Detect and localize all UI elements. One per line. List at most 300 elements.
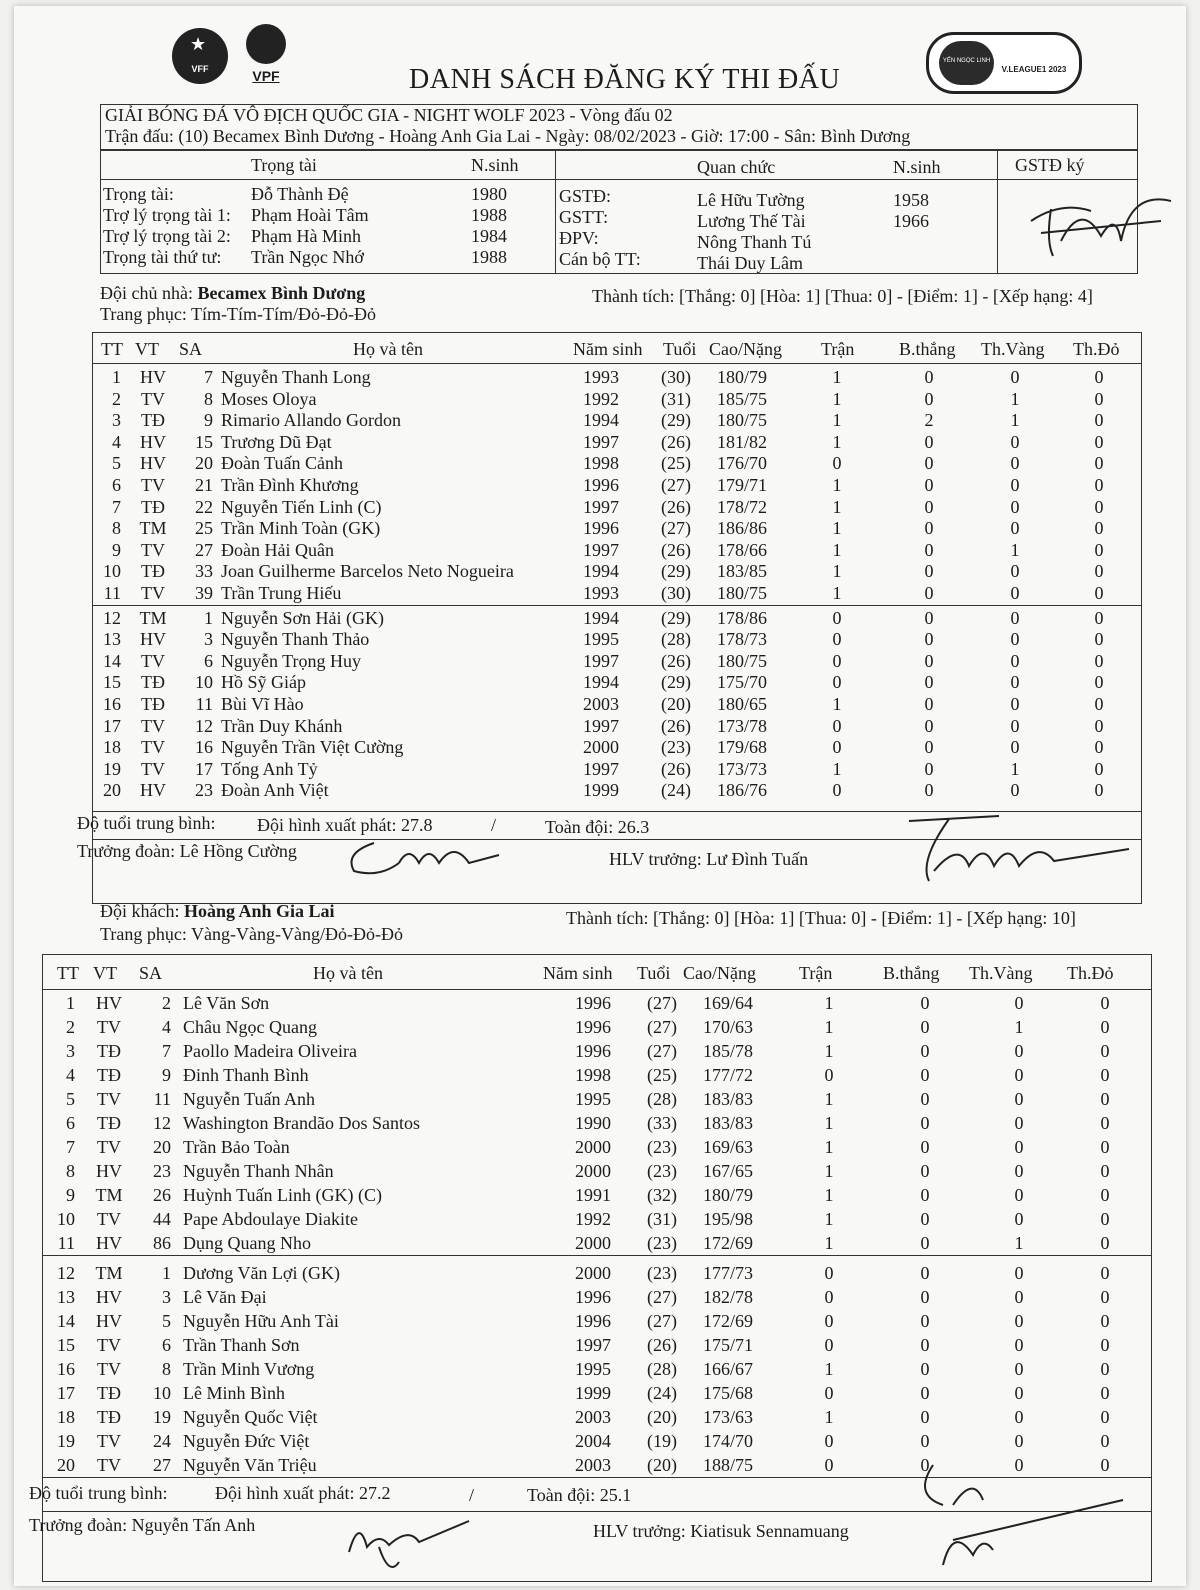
player-row: [93, 475, 1141, 497]
player-goals: 0: [920, 1335, 930, 1355]
home-manager-signature: [339, 833, 519, 883]
player-hw: 177/73: [703, 1263, 754, 1283]
player-row: [43, 1287, 1151, 1309]
player-row: [93, 410, 1141, 432]
player-name: Nguyễn Tuấn Anh: [183, 1089, 316, 1109]
player-goals: 0: [924, 518, 934, 539]
player-name: Bùi Vĩ Hào: [221, 694, 304, 714]
player-red: 0: [1094, 737, 1104, 758]
player-row: [43, 1113, 1151, 1135]
player-vt: HV: [140, 453, 166, 474]
player-red: 0: [1094, 431, 1104, 452]
player-tt: 5: [66, 1089, 75, 1109]
player-year: 2000: [575, 1263, 611, 1283]
player-year: 1997: [583, 758, 619, 779]
player-hw: 177/72: [703, 1065, 754, 1085]
player-name: Trương Dũ Đạt: [221, 431, 332, 452]
player-tt: 15: [57, 1335, 75, 1355]
player-hw: 178/73: [717, 629, 768, 650]
player-name: Trần Minh Vương: [183, 1359, 315, 1379]
player-goals: 0: [924, 607, 934, 628]
player-vt: TM: [95, 1263, 123, 1283]
player-age: (31): [661, 388, 691, 409]
player-hw: 169/64: [703, 993, 754, 1013]
player-age: (19): [647, 1431, 677, 1451]
player-sa: 10: [195, 672, 213, 693]
referee-year: 1980: [471, 184, 507, 204]
player-yellow: 0: [1010, 367, 1020, 387]
player-year: 1996: [575, 1287, 611, 1307]
player-yellow: 0: [1014, 1359, 1024, 1379]
player-row: [43, 1335, 1151, 1357]
player-age: (26): [647, 1335, 677, 1355]
player-year: 2003: [575, 1455, 611, 1475]
player-vt: TV: [141, 737, 165, 758]
col-hw: Cao/Nặng: [709, 339, 782, 359]
player-name: Nguyễn Quốc Việt: [183, 1407, 318, 1427]
player-matches: 0: [824, 1311, 834, 1331]
player-age: (29): [661, 672, 691, 693]
vff-logo-text: VFF: [191, 64, 209, 74]
player-matches: 1: [832, 496, 842, 517]
player-yellow: 0: [1010, 715, 1020, 736]
player-row: [43, 1209, 1151, 1231]
vpf-ball-logo: [246, 24, 286, 64]
player-hw: 180/79: [703, 1185, 754, 1205]
player-red: 0: [1100, 1407, 1110, 1427]
player-name: Đoàn Hải Quân: [221, 539, 334, 560]
player-red: 0: [1094, 496, 1104, 517]
player-row: [93, 759, 1141, 781]
col-red: Th.Đỏ: [1067, 963, 1114, 983]
player-sa: 3: [162, 1287, 171, 1307]
player-yellow: 1: [1010, 539, 1020, 560]
player-vt: TV: [97, 1137, 121, 1157]
away-coach-signature: [913, 1455, 1133, 1575]
player-matches: 0: [832, 650, 842, 671]
referee-name: Phạm Hoài Tâm: [251, 205, 369, 225]
player-sa: 22: [195, 496, 213, 517]
player-age: (26): [661, 758, 691, 779]
player-goals: 0: [920, 1311, 930, 1331]
official-role: ĐPV:: [559, 228, 599, 248]
player-yellow: 0: [1010, 694, 1020, 714]
player-goals: 0: [920, 1113, 930, 1133]
player-yellow: 0: [1010, 583, 1020, 603]
home-team-name: Becamex Bình Dương: [197, 283, 366, 303]
player-hw: 167/65: [703, 1161, 754, 1181]
player-yellow: 0: [1010, 650, 1020, 671]
player-vt: TV: [97, 1335, 121, 1355]
player-year: 1991: [575, 1185, 611, 1205]
player-year: 1999: [575, 1383, 611, 1403]
player-name: Trần Minh Toàn (GK): [221, 518, 381, 539]
player-yellow: 0: [1010, 453, 1020, 474]
player-goals: 0: [924, 453, 934, 474]
player-goals: 0: [920, 1287, 930, 1307]
col-name: Họ và tên: [353, 339, 423, 359]
player-row: [93, 453, 1141, 475]
registration-sheet: [14, 6, 1186, 1586]
away-manager: Trưởng đoàn: Nguyễn Tấn Anh: [29, 1515, 256, 1535]
player-tt: 2: [112, 388, 121, 409]
player-row: [43, 1263, 1151, 1285]
player-red: 0: [1100, 993, 1110, 1013]
player-yellow: 0: [1010, 672, 1020, 693]
player-row: [93, 629, 1141, 651]
ref-nsinh-header: N.sinh: [471, 155, 519, 175]
player-yellow: 0: [1014, 1431, 1024, 1451]
player-row: [43, 1041, 1151, 1063]
away-avg-starting: Đội hình xuất phát: 27.2: [215, 1483, 391, 1503]
col-vt: VT: [93, 963, 117, 983]
vleague-logo: [926, 32, 1082, 94]
player-name: Paollo Madeira Oliveira: [183, 1041, 357, 1061]
player-row: [43, 993, 1151, 1015]
player-hw: 175/71: [703, 1335, 754, 1355]
player-sa: 24: [153, 1431, 171, 1451]
player-matches: 0: [832, 715, 842, 736]
player-name: Lê Văn Đại: [183, 1287, 267, 1307]
player-tt: 8: [112, 518, 121, 539]
player-row: [43, 1017, 1151, 1039]
player-vt: TĐ: [141, 410, 165, 431]
player-hw: 179/71: [717, 475, 768, 495]
player-year: 2003: [575, 1407, 611, 1427]
player-year: 2000: [575, 1233, 611, 1253]
player-red: 0: [1100, 1383, 1110, 1403]
player-tt: 14: [103, 650, 121, 671]
player-sa: 23: [153, 1161, 171, 1181]
match-details-line: Trận đấu: (10) Becamex Bình Dương - Hoàng Anh Gia Lai - Ngày: 08/02/2023 - Giờ: 17:00 - Sân: Bình Dương: [105, 126, 911, 146]
player-hw: 180/75: [717, 410, 768, 431]
gstd-signature: [1021, 181, 1191, 266]
player-matches: 1: [824, 1041, 834, 1061]
player-matches: 1: [824, 1359, 834, 1379]
player-row: [93, 561, 1141, 583]
player-hw: 195/98: [703, 1209, 754, 1229]
player-red: 0: [1100, 1041, 1110, 1061]
player-row: [43, 1137, 1151, 1159]
player-year: 1994: [583, 607, 619, 628]
player-vt: TM: [139, 518, 167, 539]
player-hw: 173/78: [717, 715, 768, 736]
player-hw: 185/78: [703, 1041, 754, 1061]
player-vt: TV: [141, 650, 165, 671]
player-vt: TV: [97, 1017, 121, 1037]
away-team-name: Hoàng Anh Gia Lai: [183, 901, 335, 921]
player-age: (27): [647, 1017, 677, 1037]
col-vt: VT: [135, 339, 159, 359]
player-row: [43, 1359, 1151, 1381]
referee-year: 1988: [471, 247, 507, 267]
player-matches: 1: [824, 1137, 834, 1157]
player-goals: 0: [920, 1017, 930, 1037]
player-sa: 5: [162, 1311, 171, 1331]
player-year: 1998: [583, 453, 619, 474]
player-yellow: 0: [1010, 431, 1020, 452]
player-matches: 1: [832, 367, 842, 387]
player-age: (29): [661, 561, 691, 582]
player-vt: TV: [141, 388, 165, 409]
player-sa: 17: [195, 758, 213, 779]
player-year: 1994: [583, 410, 619, 431]
player-goals: 0: [920, 1383, 930, 1403]
player-tt: 5: [112, 453, 121, 474]
player-year: 2000: [575, 1161, 611, 1181]
player-vt: HV: [140, 780, 166, 801]
referee-header: Trọng tài: [251, 155, 317, 175]
player-name: Trần Trung Hiếu: [221, 583, 342, 603]
player-matches: 1: [824, 1161, 834, 1181]
player-row: [93, 497, 1141, 519]
player-yellow: 0: [1014, 993, 1024, 1013]
player-sa: 19: [153, 1407, 171, 1427]
player-name: Pape Abdoulaye Diakite: [183, 1209, 358, 1229]
player-red: 0: [1100, 1161, 1110, 1181]
player-matches: 1: [824, 1407, 834, 1427]
player-tt: 12: [57, 1263, 75, 1283]
player-hw: 182/78: [703, 1287, 754, 1307]
player-vt: TĐ: [141, 561, 165, 582]
player-goals: 0: [924, 431, 934, 452]
player-year: 1998: [575, 1065, 611, 1085]
player-yellow: 0: [1014, 1137, 1024, 1157]
player-yellow: 0: [1010, 780, 1020, 801]
player-matches: 1: [824, 1209, 834, 1229]
player-name: Châu Ngọc Quang: [183, 1017, 317, 1037]
player-goals: 0: [920, 1359, 930, 1379]
player-yellow: 0: [1014, 1311, 1024, 1331]
player-hw: 175/68: [703, 1383, 754, 1403]
player-sa: 9: [162, 1065, 171, 1085]
player-year: 1996: [575, 1041, 611, 1061]
player-red: 0: [1100, 1455, 1110, 1475]
player-sa: 26: [153, 1185, 171, 1205]
player-red: 0: [1100, 1233, 1110, 1253]
away-avg-team: Toàn đội: 25.1: [527, 1485, 632, 1505]
player-red: 0: [1094, 629, 1104, 650]
player-matches: 0: [824, 1263, 834, 1283]
player-row: [43, 1383, 1151, 1405]
player-matches: 1: [832, 518, 842, 539]
player-year: 1992: [583, 388, 619, 409]
player-yellow: 0: [1010, 607, 1020, 628]
player-vt: TĐ: [97, 1113, 121, 1133]
player-tt: 13: [57, 1287, 75, 1307]
player-tt: 11: [103, 583, 121, 603]
away-avg-slash: /: [469, 1485, 475, 1505]
official-year: 1958: [893, 190, 929, 210]
player-tt: 1: [112, 367, 121, 387]
player-year: 1996: [575, 1017, 611, 1037]
player-matches: 1: [832, 475, 842, 495]
away-team-line: [100, 901, 335, 922]
player-sa: 3: [204, 629, 213, 650]
player-sa: 8: [204, 388, 213, 409]
player-tt: 3: [112, 410, 121, 431]
player-hw: 172/69: [703, 1311, 754, 1331]
player-matches: 0: [824, 1431, 834, 1451]
player-red: 0: [1094, 475, 1104, 495]
col-matches: Trận: [799, 963, 833, 983]
player-hw: 178/72: [717, 496, 768, 517]
player-red: 0: [1094, 410, 1104, 431]
player-red: 0: [1094, 694, 1104, 714]
player-vt: TĐ: [97, 1407, 121, 1427]
player-hw: 188/75: [703, 1455, 754, 1475]
player-hw: 169/63: [703, 1137, 754, 1157]
home-record: Thành tích: [Thắng: 0] [Hòa: 1] [Thua: 0] - [Điểm: 1] - [Xếp hạng: 4]: [592, 286, 1093, 306]
player-yellow: 0: [1010, 475, 1020, 495]
player-tt: 20: [103, 780, 121, 801]
player-name: Moses Oloya: [221, 388, 317, 409]
player-row: [93, 518, 1141, 540]
player-sa: 25: [195, 518, 213, 539]
player-year: 1997: [583, 715, 619, 736]
player-hw: 170/63: [703, 1017, 754, 1037]
player-year: 1997: [583, 539, 619, 560]
player-row: [43, 1185, 1151, 1207]
player-goals: 0: [920, 1161, 930, 1181]
player-yellow: 0: [1014, 1263, 1024, 1283]
player-sa: 33: [195, 561, 213, 582]
away-coach: HLV trưởng: Kiatisuk Sennamuang: [593, 1521, 849, 1541]
player-vt: TĐ: [97, 1383, 121, 1403]
player-age: (29): [661, 607, 691, 628]
official-role: GSTT:: [559, 207, 609, 227]
col-matches: Trận: [821, 339, 855, 359]
player-matches: 1: [832, 539, 842, 560]
player-matches: 1: [824, 993, 834, 1013]
player-red: 0: [1094, 607, 1104, 628]
player-yellow: 0: [1014, 1065, 1024, 1085]
player-tt: 1: [66, 993, 75, 1013]
player-matches: 1: [824, 1233, 834, 1253]
player-age: (25): [661, 453, 691, 474]
player-tt: 14: [57, 1311, 75, 1331]
player-age: (31): [647, 1209, 677, 1229]
player-sa: 20: [153, 1137, 171, 1157]
col-sa: SA: [179, 339, 203, 359]
player-name: Rimario Allando Gordon: [221, 410, 401, 431]
player-name: Tống Anh Tỷ: [221, 758, 318, 779]
player-age: (24): [647, 1383, 677, 1403]
player-sa: 44: [153, 1209, 171, 1229]
player-year: 1993: [583, 583, 619, 603]
player-matches: 0: [832, 737, 842, 758]
referee-year: 1988: [471, 205, 507, 225]
player-sa: 1: [162, 1263, 171, 1283]
officials-box: [100, 150, 1138, 274]
player-tt: 7: [112, 496, 121, 517]
player-goals: 0: [920, 1065, 930, 1085]
player-age: (27): [647, 1041, 677, 1061]
col-age: Tuổi: [663, 339, 697, 359]
player-goals: 0: [924, 715, 934, 736]
player-row: [93, 583, 1141, 605]
player-goals: 0: [924, 496, 934, 517]
player-tt: 19: [57, 1431, 75, 1451]
col-hw: Cao/Nặng: [683, 963, 756, 983]
player-goals: 0: [924, 388, 934, 409]
player-goals: 0: [924, 629, 934, 650]
player-red: 0: [1100, 1137, 1110, 1157]
player-goals: 0: [924, 475, 934, 495]
referee-role: Trợ lý trọng tài 1:: [103, 205, 231, 225]
player-hw: 176/70: [717, 453, 768, 474]
away-team-prefix: Đội khách:: [100, 901, 180, 921]
player-yellow: 0: [1014, 1209, 1024, 1229]
player-yellow: 1: [1010, 410, 1020, 431]
player-yellow: 0: [1014, 1113, 1024, 1133]
player-year: 1995: [575, 1359, 611, 1379]
player-hw: 166/67: [703, 1359, 754, 1379]
player-tt: 16: [103, 694, 121, 714]
player-name: Dương Văn Lợi (GK): [183, 1263, 340, 1283]
referee-role: Trợ lý trọng tài 2:: [103, 226, 231, 246]
player-tt: 19: [103, 758, 121, 779]
player-row: [43, 1311, 1151, 1333]
player-name: Nguyễn Trọng Huy: [221, 650, 362, 671]
player-age: (26): [661, 431, 691, 452]
player-vt: TV: [97, 1455, 121, 1475]
player-goals: 0: [924, 561, 934, 582]
player-goals: 0: [924, 367, 934, 387]
player-hw: 183/83: [703, 1089, 754, 1109]
player-red: 0: [1100, 1113, 1110, 1133]
player-vt: TV: [97, 1209, 121, 1229]
home-team-prefix: Đội chủ nhà:: [100, 283, 193, 303]
player-matches: 1: [832, 694, 842, 714]
player-hw: 183/85: [717, 561, 768, 582]
player-year: 1997: [575, 1335, 611, 1355]
player-tt: 6: [66, 1113, 75, 1133]
player-vt: TĐ: [141, 496, 165, 517]
player-tt: 12: [103, 607, 121, 628]
player-hw: 175/70: [717, 672, 768, 693]
referee-year: 1984: [471, 226, 507, 246]
player-matches: 1: [824, 1089, 834, 1109]
referee-row: [101, 184, 551, 272]
player-red: 0: [1094, 561, 1104, 582]
player-age: (28): [661, 629, 691, 650]
player-row: [43, 1089, 1151, 1111]
player-goals: 0: [920, 1407, 930, 1427]
player-red: 0: [1100, 1263, 1110, 1283]
player-year: 1994: [583, 672, 619, 693]
player-year: 2003: [583, 694, 619, 714]
player-goals: 0: [924, 539, 934, 560]
player-vt: TV: [141, 539, 165, 560]
player-red: 0: [1100, 1431, 1110, 1451]
player-vt: TV: [141, 758, 165, 779]
player-matches: 1: [832, 583, 842, 603]
player-red: 0: [1100, 1335, 1110, 1355]
player-row: [93, 540, 1141, 562]
match-info-box: [100, 104, 1138, 150]
player-year: 1997: [583, 431, 619, 452]
player-matches: 0: [832, 607, 842, 628]
player-name: Trần Bảo Toàn: [183, 1137, 290, 1157]
player-tt: 9: [66, 1185, 75, 1205]
player-year: 1992: [575, 1209, 611, 1229]
player-vt: TM: [139, 607, 167, 628]
player-hw: 172/69: [703, 1233, 754, 1253]
official-role: Cán bộ TT:: [559, 249, 641, 269]
player-goals: 0: [920, 1089, 930, 1109]
player-row: [93, 651, 1141, 673]
